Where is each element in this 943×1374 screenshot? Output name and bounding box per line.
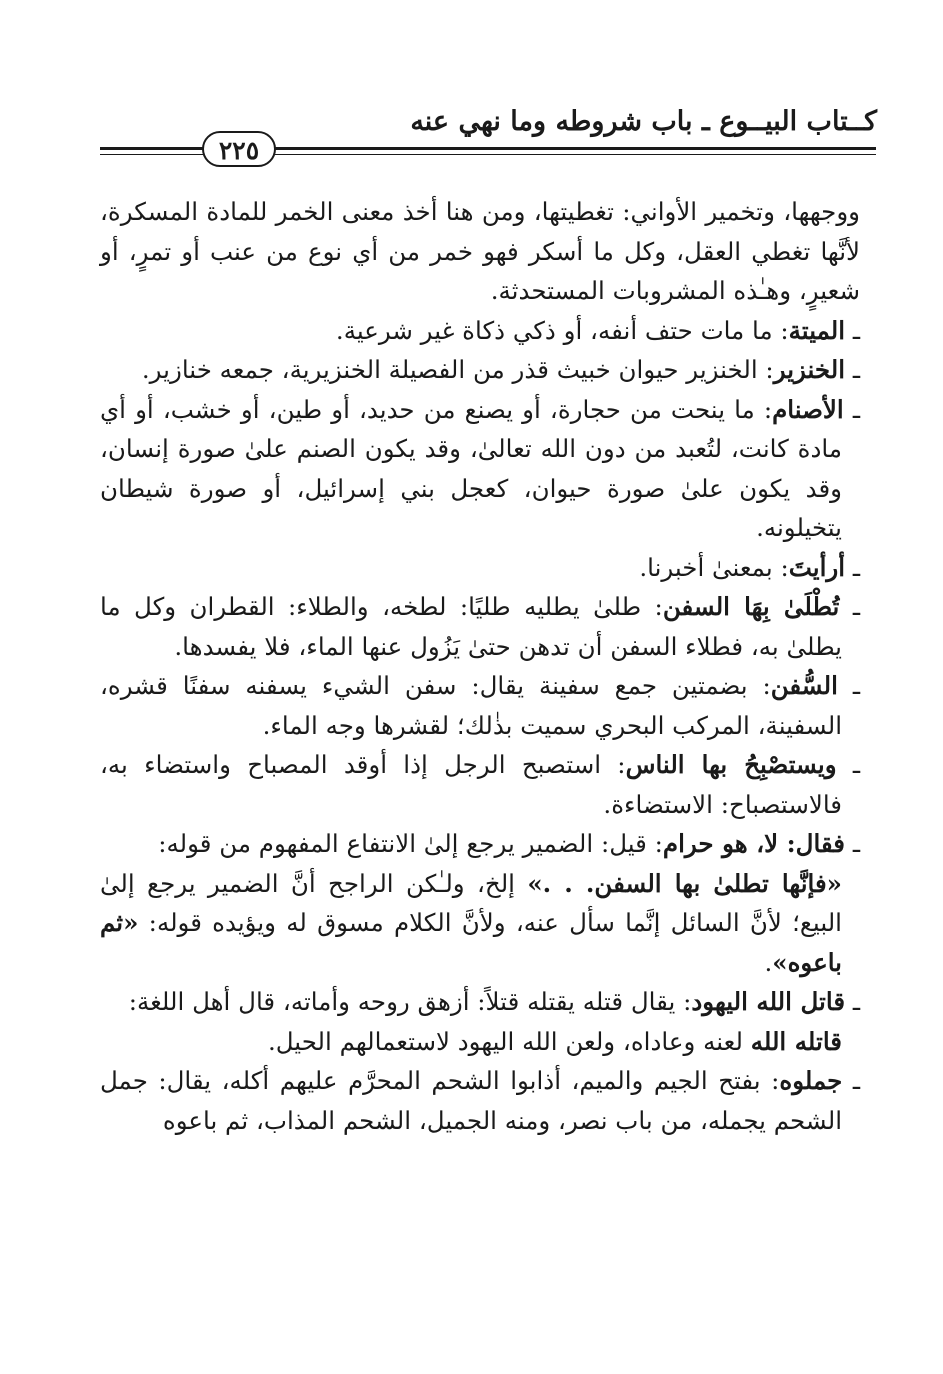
running-header-title: كــتاب البيــوع ـ باب شروطه وما نهي عنه: [410, 106, 877, 137]
entry-text: : يقال قتله يقتله قتلاً: أزهق روحه وأماته، قال أهل اللغة:: [128, 987, 692, 1016]
entry-dash: ـ: [845, 552, 860, 582]
entry-text: : استصبح الرجل إذا أوقد المصباح واستضاء به، فالاستصباح: الاستضاءة.: [100, 750, 842, 819]
entry-text: : بفتح الجيم والميم، أذابوا الشحم المحرَّم عليهم أكله، يقال: جمل الشحم يجمله، من باب نصر، ومنه الجميل، الشحم المذاب، ثم باعوه: [100, 1066, 842, 1135]
entry-alsufun: [100, 666, 860, 745]
entry-term: أرأيتَ: [788, 552, 846, 582]
entry-quote-second: «ثم باعوه»: [100, 908, 842, 977]
entry-text-continued: إلخ، ولـٰكن الراجح أنَّ الضمير يرجع إلىٰ البيع؛ لأنَّ السائل إنَّما سأل عنه، ولأنَّ الكلام مسوق له ويؤيده قوله:: [100, 868, 842, 937]
entry-dash: ـ: [845, 315, 860, 345]
entry-text: : بضمتين جمع سفينة يقال: سفن الشيء يسفنه سفنًا قشره، السفينة، المركب البحري سميت بذٰلك؛ لقشرها وجه الماء.: [100, 671, 842, 740]
entry-asnam: [100, 390, 860, 548]
entry-dash: ـ: [836, 750, 861, 779]
entry-term: فقال: لا، هو حرام: [662, 829, 846, 858]
entry-text: : الخنزير حيوان خبيث قذر من الفصيلة الخنزيرية، جمعه خنازير.: [141, 355, 774, 384]
entry-text: : بمعنىٰ أخبرنا.: [639, 552, 789, 582]
entry-dash: ـ: [845, 987, 860, 1016]
entry-term: الأصنام: [772, 394, 844, 424]
entry-term: تُطْلَىٰ بِهَا السفن: [662, 592, 840, 621]
entry-khinzir: [100, 350, 860, 390]
entry-araayta: [100, 548, 860, 588]
entry-dash: ـ: [845, 829, 860, 858]
intro-paragraph: ووجهها، وتخمير الأواني: تغطيتها، ومن هنا أخذ معنى الخمر للمادة المسكرة، لأنَّها تغطي العقل، وكل ما أسكر فهو خمر من أي نوع من عنب أو تمرٍ، أو شعيرٍ، وهـٰذه المشروبات المستحدثة.: [100, 197, 860, 305]
entry-dash: ـ: [845, 355, 860, 384]
entry-term: جملوه: [779, 1066, 843, 1095]
entry-term: الميتة: [788, 315, 846, 345]
entry-text: : طلىٰ يطليه طليًا: لطخه، والطلاء: القطران وكل ما يطلىٰ به، فطلاء السفن أن تدهن حتىٰ يَزُول عنها الماء، فلا يفسدها.: [100, 592, 842, 661]
entry-dash: ـ: [842, 1066, 861, 1095]
entry-maytah: [100, 311, 860, 351]
entry-quote: «فإنَّها تطلىٰ بها السفن. . .»: [527, 868, 842, 898]
page-body: [100, 192, 860, 1140]
page-number: ٢٢٥: [202, 131, 276, 167]
entry-jamaluhu: [100, 1061, 860, 1140]
entry-yastasbih: [100, 745, 860, 824]
entry-tutla-biha-alsufun: [100, 587, 860, 666]
entry-text: : ما ينحت من حجارة، أو يصنع من حديد، أو طين، أو خشب، أو أي مادة كانت، لتُعبد من دون الله تعالىٰ، وقد يكون الصنم علىٰ صورة إنسان، وقد يكون علىٰ صورة حيوان، كعجل بني إسرائيل، أو صورة شيطان يتخيلونه.: [100, 394, 842, 542]
entry-term: الخنزير: [773, 355, 846, 384]
entry-qatala-allah-alyahud: [100, 982, 860, 1061]
entry-term: السُّفن: [770, 671, 838, 700]
entry-text: : قيل: الضمير يرجع إلىٰ الانتفاع المفهوم من قوله:: [158, 829, 663, 858]
entry-term: قاتل الله اليهود: [691, 987, 846, 1016]
entry-faqala-huwa-haram: [100, 824, 860, 982]
entry-text-end: .: [764, 947, 773, 977]
entry-dash: ـ: [837, 671, 860, 700]
entry-text: : ما مات حتف أنفه، أو ذكي ذكاة غير شرعية.: [335, 315, 789, 345]
entry-quote: قاتله الله: [750, 1026, 842, 1056]
entry-text-continued: لعنه وعاداه، ولعن الله اليهود لاستعمالهم الحيل.: [267, 1026, 751, 1056]
entry-dash: ـ: [843, 394, 861, 424]
entry-dash: ـ: [839, 592, 860, 621]
entry-term: ويستصْبِحُ بها الناس: [625, 750, 837, 779]
